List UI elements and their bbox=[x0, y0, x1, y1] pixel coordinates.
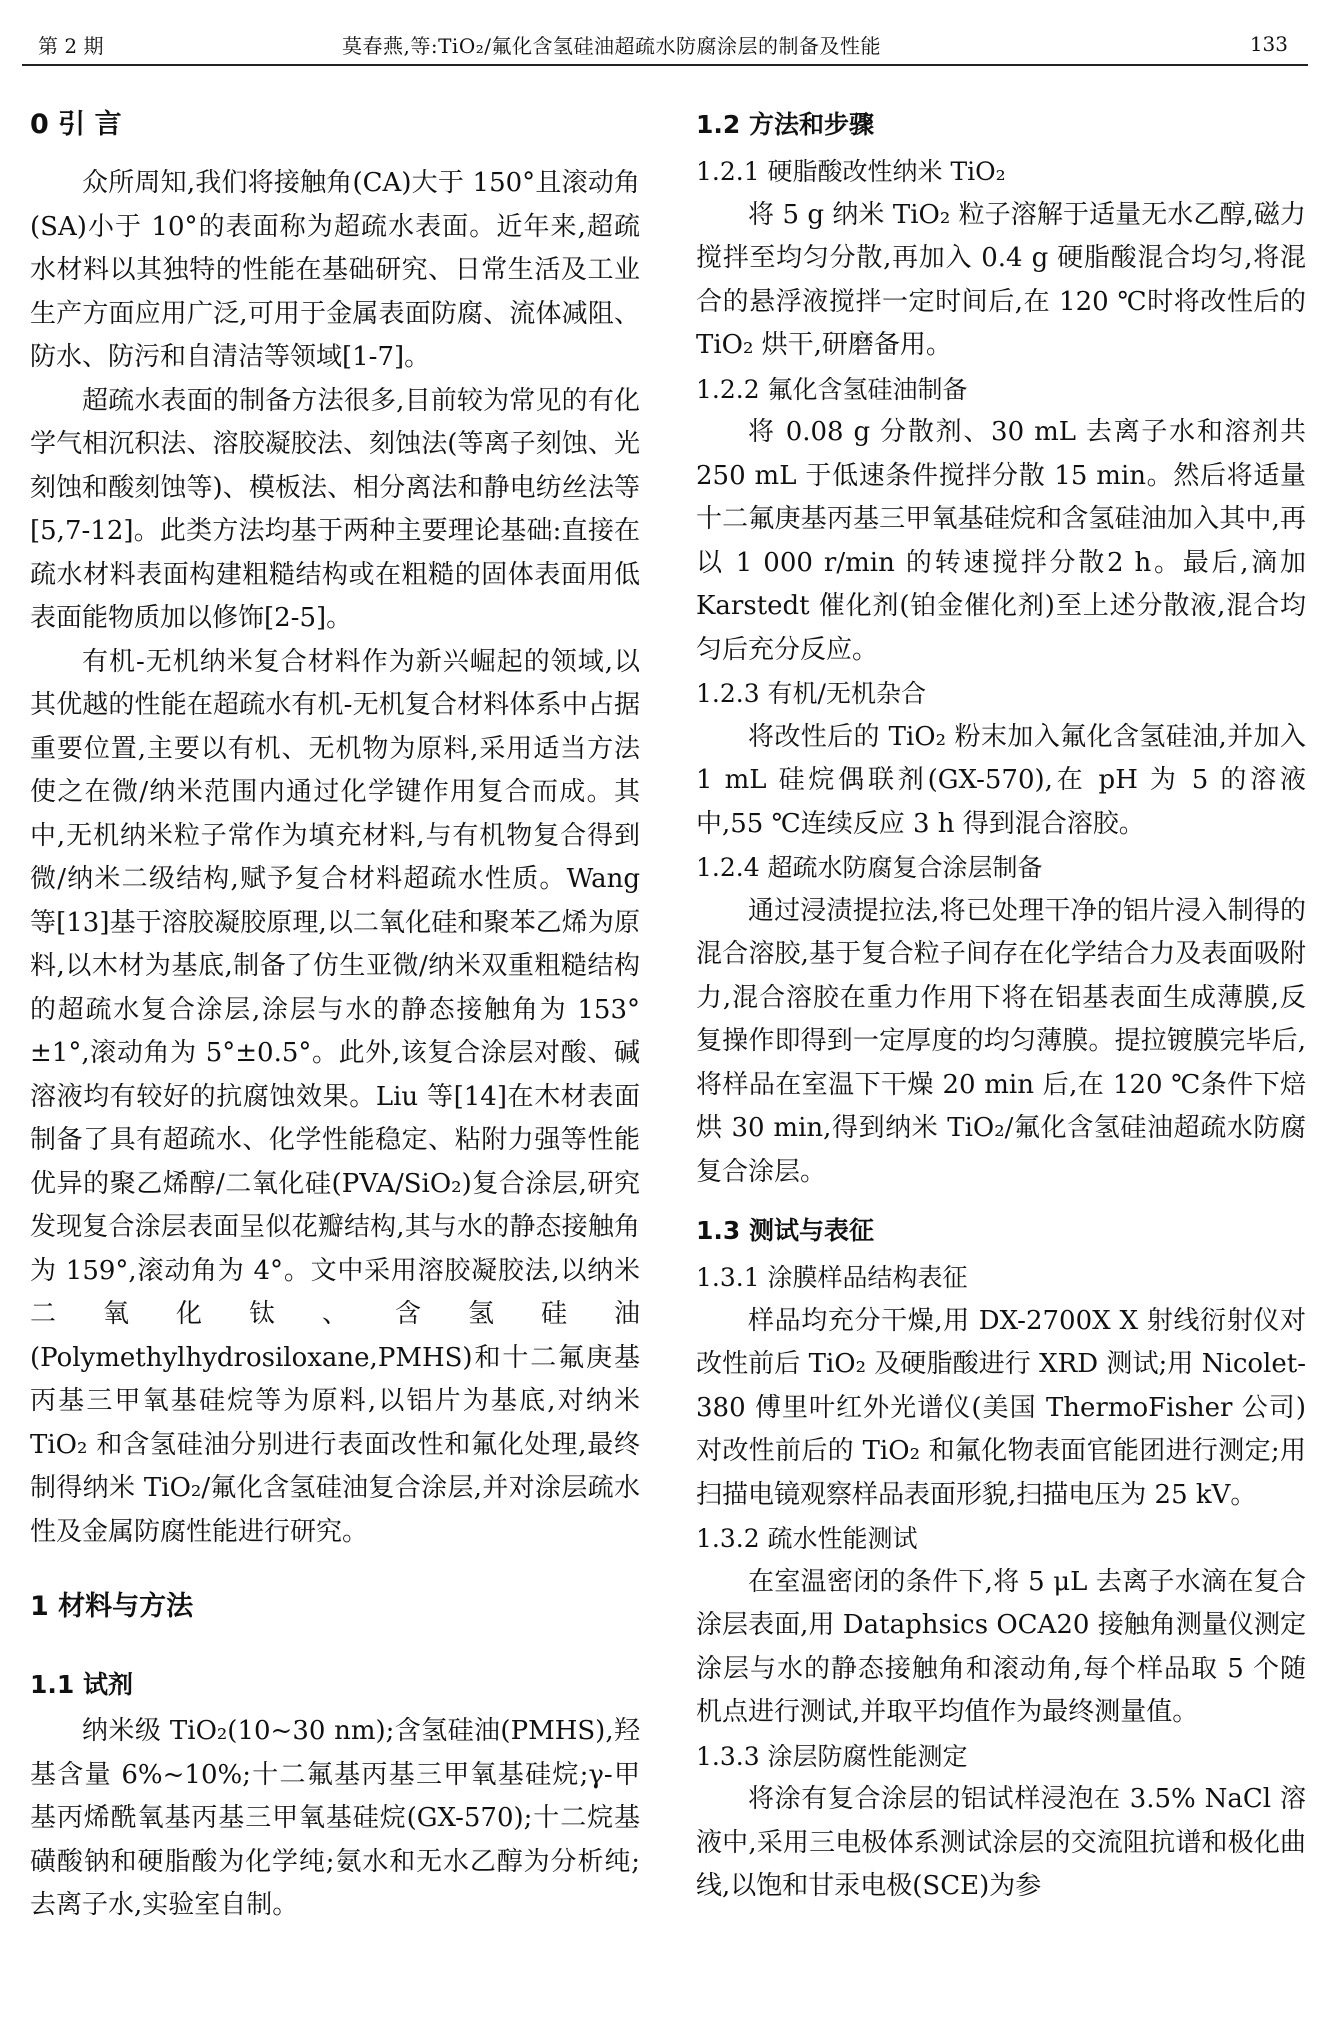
left-column bbox=[30, 100, 640, 1928]
issue-label: 第 2 期 bbox=[38, 34, 104, 58]
section-1-2-3-title: 1.2.3 有机/无机杂合 bbox=[696, 679, 926, 708]
header-rule bbox=[22, 64, 1308, 66]
section-1-2-4-paragraph: 通过浸渍提拉法,将已处理干净的铝片浸入制得的混合溶胶,基于复合粒子间存在化学结合力及表面吸附力,混合溶胶在重力作用下将在铝基表面生成薄膜,反复操作即得到一定厚度的均匀薄膜。提拉镀膜完毕后,将样品在室温下干燥 20 min 后,在 120 ℃条件下焙烘 30 min,得到纳米 TiO₂/氟化含氢硅油超疏水防腐复合涂层。 bbox=[696, 895, 1306, 1187]
reagents-paragraph: 纳米级 TiO₂(10~30 nm);含氢硅油(PMHS),羟基含量 6%~10%;十二氟基丙基三甲氧基硅烷;γ-甲基丙烯酰氧基丙基三甲氧基硅烷(GX-570);十二烷基磺酸钠和硬脂酸为化学纯;氨水和无水乙醇为分析纯;去离子水,实验室自制。 bbox=[30, 1716, 640, 1920]
intro-paragraph-3: 有机-无机纳米复合材料作为新兴崛起的领域,以其优越的性能在超疏水有机-无机复合材料体系中占据重要位置,主要以有机、无机物为原料,采用适当方法使之在微/纳米范围内通过化学键作用复合而成。其中,无机纳米粒子常作为填充材料,与有机物复合得到微/纳米二级结构,赋予复合材料超疏水性质。Wang 等[13]基于溶胶凝胶原理,以二氧化硅和聚苯乙烯为原料,以木材为基底,制备了仿生亚微/纳米双重粗糙结构的超疏水复合涂层,涂层与水的静态接触角为 153°±1°,滚动角为 5°±0.5°。此外,该复合涂层对酸、碱溶液均有较好的抗腐蚀效果。Liu 等[14]在木材表面制备了具有超疏水、化学性能稳定、粘附力强等性能优异的聚乙烯醇/二氧化硅(PVA/SiO₂)复合涂层,研究发现复合涂层表面呈似花瓣结构,其与水的静态接触角为 159°,滚动角为 4°。文中采用溶胶凝胶法,以纳米二氧化钛、含氢硅油(Polymethylhydrosiloxane,PMHS)和十二氟庚基丙基三甲氧基硅烷等为原料,以铝片为基底,对纳米 TiO₂ 和含氢硅油分别进行表面改性和氟化处理,最终制得纳米 TiO₂/氟化含氢硅油复合涂层,并对涂层疏水性及金属防腐性能进行研究。 bbox=[30, 646, 640, 1547]
section-1-1-title: 1.1 试剂 bbox=[30, 1670, 133, 1699]
section-1-2-4-title: 1.2.4 超疏水防腐复合涂层制备 bbox=[696, 853, 1043, 882]
section-1-2-3-paragraph: 将改性后的 TiO₂ 粉末加入氟化含氢硅油,并加入 1 mL 硅烷偶联剂(GX-570),在 pH 为 5 的溶液中,55 ℃连续反应 3 h 得到混合溶胶。 bbox=[696, 721, 1306, 839]
page-number: 133 bbox=[1249, 32, 1288, 56]
section-1-2-1-title: 1.2.1 硬脂酸改性纳米 TiO₂ bbox=[696, 157, 1006, 186]
section-1-3-1-paragraph: 样品均充分干燥,用 DX-2700X X 射线衍射仪对改性前后 TiO₂ 及硬脂酸进行 XRD 测试;用 Nicolet-380 傅里叶红外光谱仪(美国 ThermoFisher 公司)对改性前后的 TiO₂ 和氟化物表面官能团进行测定;用扫描电镜观察样品表面形貌,扫描电压为 25 kV。 bbox=[696, 1305, 1306, 1510]
section-1-3-3-title: 1.3.3 涂层防腐性能测定 bbox=[696, 1741, 968, 1771]
section-1-2-title: 1.2 方法和步骤 bbox=[696, 110, 874, 139]
intro-paragraph-1: 众所周知,我们将接触角(CA)大于 150°且滚动角(SA)小于 10°的表面称为超疏水表面。近年来,超疏水材料以其独特的性能在基础研究、日常生活及工业生产方面应用广泛,可用于金属表面防腐、流体减阻、防水、防污和自清洁等领域[1-7]。 bbox=[30, 168, 640, 372]
section-1-3-3-paragraph: 将涂有复合涂层的铝试样浸泡在 3.5% NaCl 溶液中,采用三电极体系测试涂层的交流阻抗谱和极化曲线,以饱和甘汞电极(SCE)为参 bbox=[696, 1784, 1306, 1901]
section-1-3-title: 1.3 测试与表征 bbox=[696, 1216, 874, 1245]
intro-paragraph-2: 超疏水表面的制备方法很多,目前较为常见的有化学气相沉积法、溶胶凝胶法、刻蚀法(等离子刻蚀、光刻蚀和酸刻蚀等)、模板法、相分离法和静电纺丝法等[5,7-12]。此类方法均基于两种主要理论基础:直接在疏水材料表面构建粗糙结构或在粗糙的固体表面用低表面能物质加以修饰[2-5]。 bbox=[30, 385, 640, 633]
right-column bbox=[696, 100, 1306, 1909]
section-1-title: 1 材料与方法 bbox=[30, 1591, 194, 1622]
section-1-3-1-title: 1.3.1 涂膜样品结构表征 bbox=[696, 1263, 968, 1292]
section-0-title: 0 引 言 bbox=[30, 109, 122, 140]
running-header bbox=[22, 20, 1308, 60]
section-1-3-2-paragraph: 在室温密闭的条件下,将 5 μL 去离子水滴在复合涂层表面,用 Dataphsics OCA20 接触角测量仪测定涂层与水的静态接触角和滚动角,每个样品取 5 个随机点进行测试,并取平均值作为最终测量值。 bbox=[696, 1566, 1306, 1727]
section-1-2-2-paragraph: 将 0.08 g 分散剂、30 mL 去离子水和溶剂共 250 mL 于低速条件搅拌分散 15 min。然后将适量十二氟庚基丙基三甲氧基硅烷和含氢硅油加入其中,再以 1 000 r/min 的转速搅拌分散2 h。最后,滴加 Karstedt 催化剂(铂金催化剂)至上述分散液,混合均匀后充分反应。 bbox=[696, 417, 1306, 665]
section-1-2-2-title: 1.2.2 氟化含氢硅油制备 bbox=[696, 374, 968, 404]
running-title: 莫春燕,等:TiO₂/氟化含氢硅油超疏水防腐涂层的制备及性能 bbox=[342, 34, 881, 58]
section-1-2-1-paragraph: 将 5 g 纳米 TiO₂ 粒子溶解于适量无水乙醇,磁力搅拌至均匀分散,再加入 0.4 g 硬脂酸混合均匀,将混合的悬浮液搅拌一定时间后,在 120 ℃时将改性后的 TiO₂ 烘干,研磨备用。 bbox=[696, 199, 1306, 360]
section-1-3-2-title: 1.3.2 疏水性能测试 bbox=[696, 1524, 918, 1553]
